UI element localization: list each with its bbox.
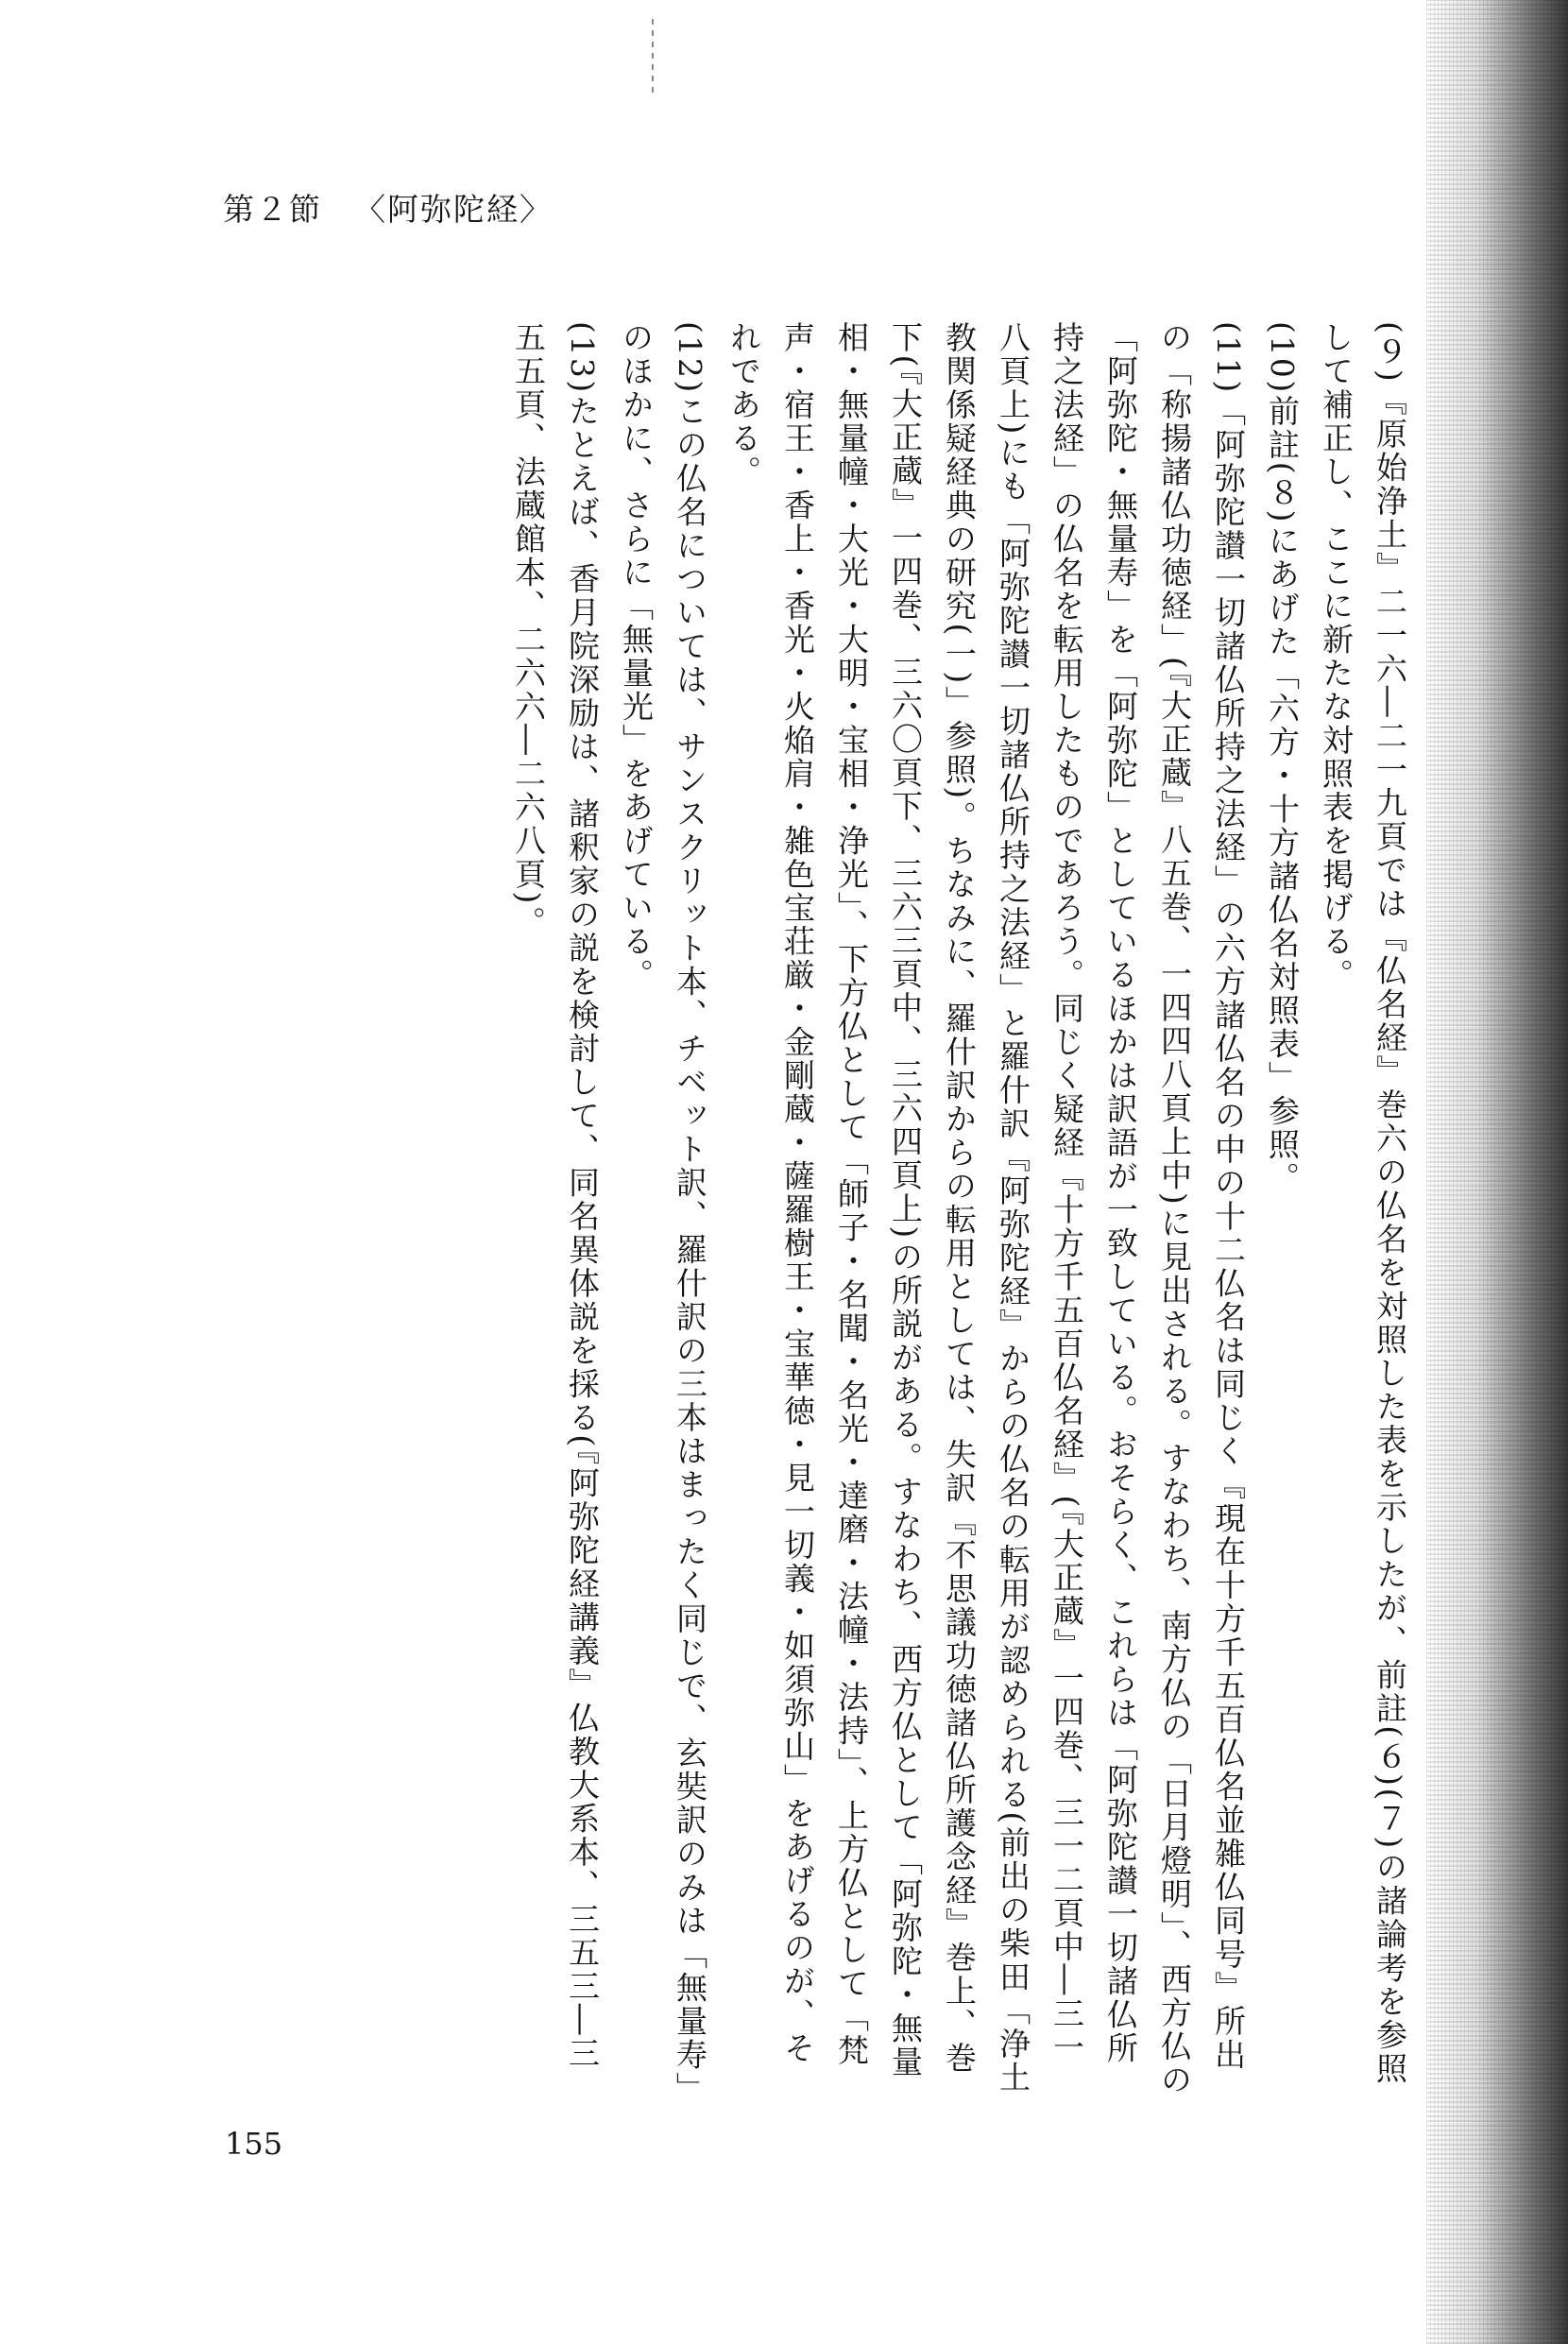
footnote-10 [1255,321,1309,2097]
fold-mark [652,19,654,94]
footnotes-block [510,321,1417,2097]
footnote-number: (９) [1372,321,1408,385]
footnote-text: 『原始浄土』二一六―二一九頁では『仏名経』巻六の仏名を対照した表を示したが、前註(６)(７)の諸論考を参照して補正し、ここに新たな対照表を掲げる。 [1318,321,1408,2086]
footnote-text: 「阿弥陀讃一切諸仏所持之法経」の六方諸仏名の中の十二仏名は同じく『現在十方千五百仏名並雑仏同号』所出の「称揚諸仏功徳経」(『大正蔵』八五巻、一四四八頁上中)に見出される。すなわち、南方仏の「日月燈明」、西方仏の「阿弥陀・無量寿」を「阿弥陀」としているほかは訳語が一致している。おそらく、これらは「阿弥陀讃一切諸仏所持之法経」の仏名を転用したものであろう。同じく疑経『十方千五百仏名経』(『大正蔵』一四巻、三一二頁中―三一八頁上)にも「阿弥陀讃一切諸仏所持之法経」と羅什訳『阿弥陀経』からの仏名の転用が認められる(前出の柴田「浄土教関係疑経典の研究(一)」参照)。ちなみに、羅什訳からの転用としては、失訳『不思議功徳諸仏所護念経』巻上、巻下(『大正蔵』一四巻、三六〇頁下、三六三頁中、三六四頁上)の所説がある。すなわち、西方仏として「阿弥陀・無量相・無量幢・大光・大明・宝相・浄光」、下方仏として「師子・名聞・名光・達磨・法幢・法持」、上方仏として「梵声・宿王・香上・香光・火焔肩・雑色宝荘厳・金剛蔵・薩羅樹王・宝華徳・見一切義・如須弥山」をあげるのが、それである。 [725,321,1247,2097]
footnote-text: たとえば、香月院深励は、諸釈家の説を検討して、同名異体説を採る(『阿弥陀経講義』仏教大系本、三五三―三五五頁、法蔵館本、二六六―二六八頁)。 [510,321,601,2071]
footnote-number: (11) [1210,321,1247,395]
footnote-number: (13) [564,321,601,395]
footnote-number: (10) [1264,321,1301,395]
running-header [223,185,553,230]
footnote-11 [717,321,1255,2097]
footnote-number: (12) [672,321,708,395]
footnote-13 [502,321,609,2097]
footnote-9 [1309,321,1417,2097]
section-number: 第２節 [223,191,322,228]
footnote-text: この仏名については、サンスクリット本、チベット訳、羅什訳の三本はまったく同じで、玄奘訳のみは「無量寿」のほかに、さらに「無量光」をあげている。 [618,321,708,2090]
section-title: 〈阿弥陀経〉 [354,191,553,228]
scan-shadow-edge [1426,0,1568,2344]
footnote-12 [609,321,717,2097]
page-number: 155 [225,2126,283,2162]
footnote-text: 前註(８)にあげた「六方・十方諸仏名対照表」参照。 [1264,394,1301,1195]
